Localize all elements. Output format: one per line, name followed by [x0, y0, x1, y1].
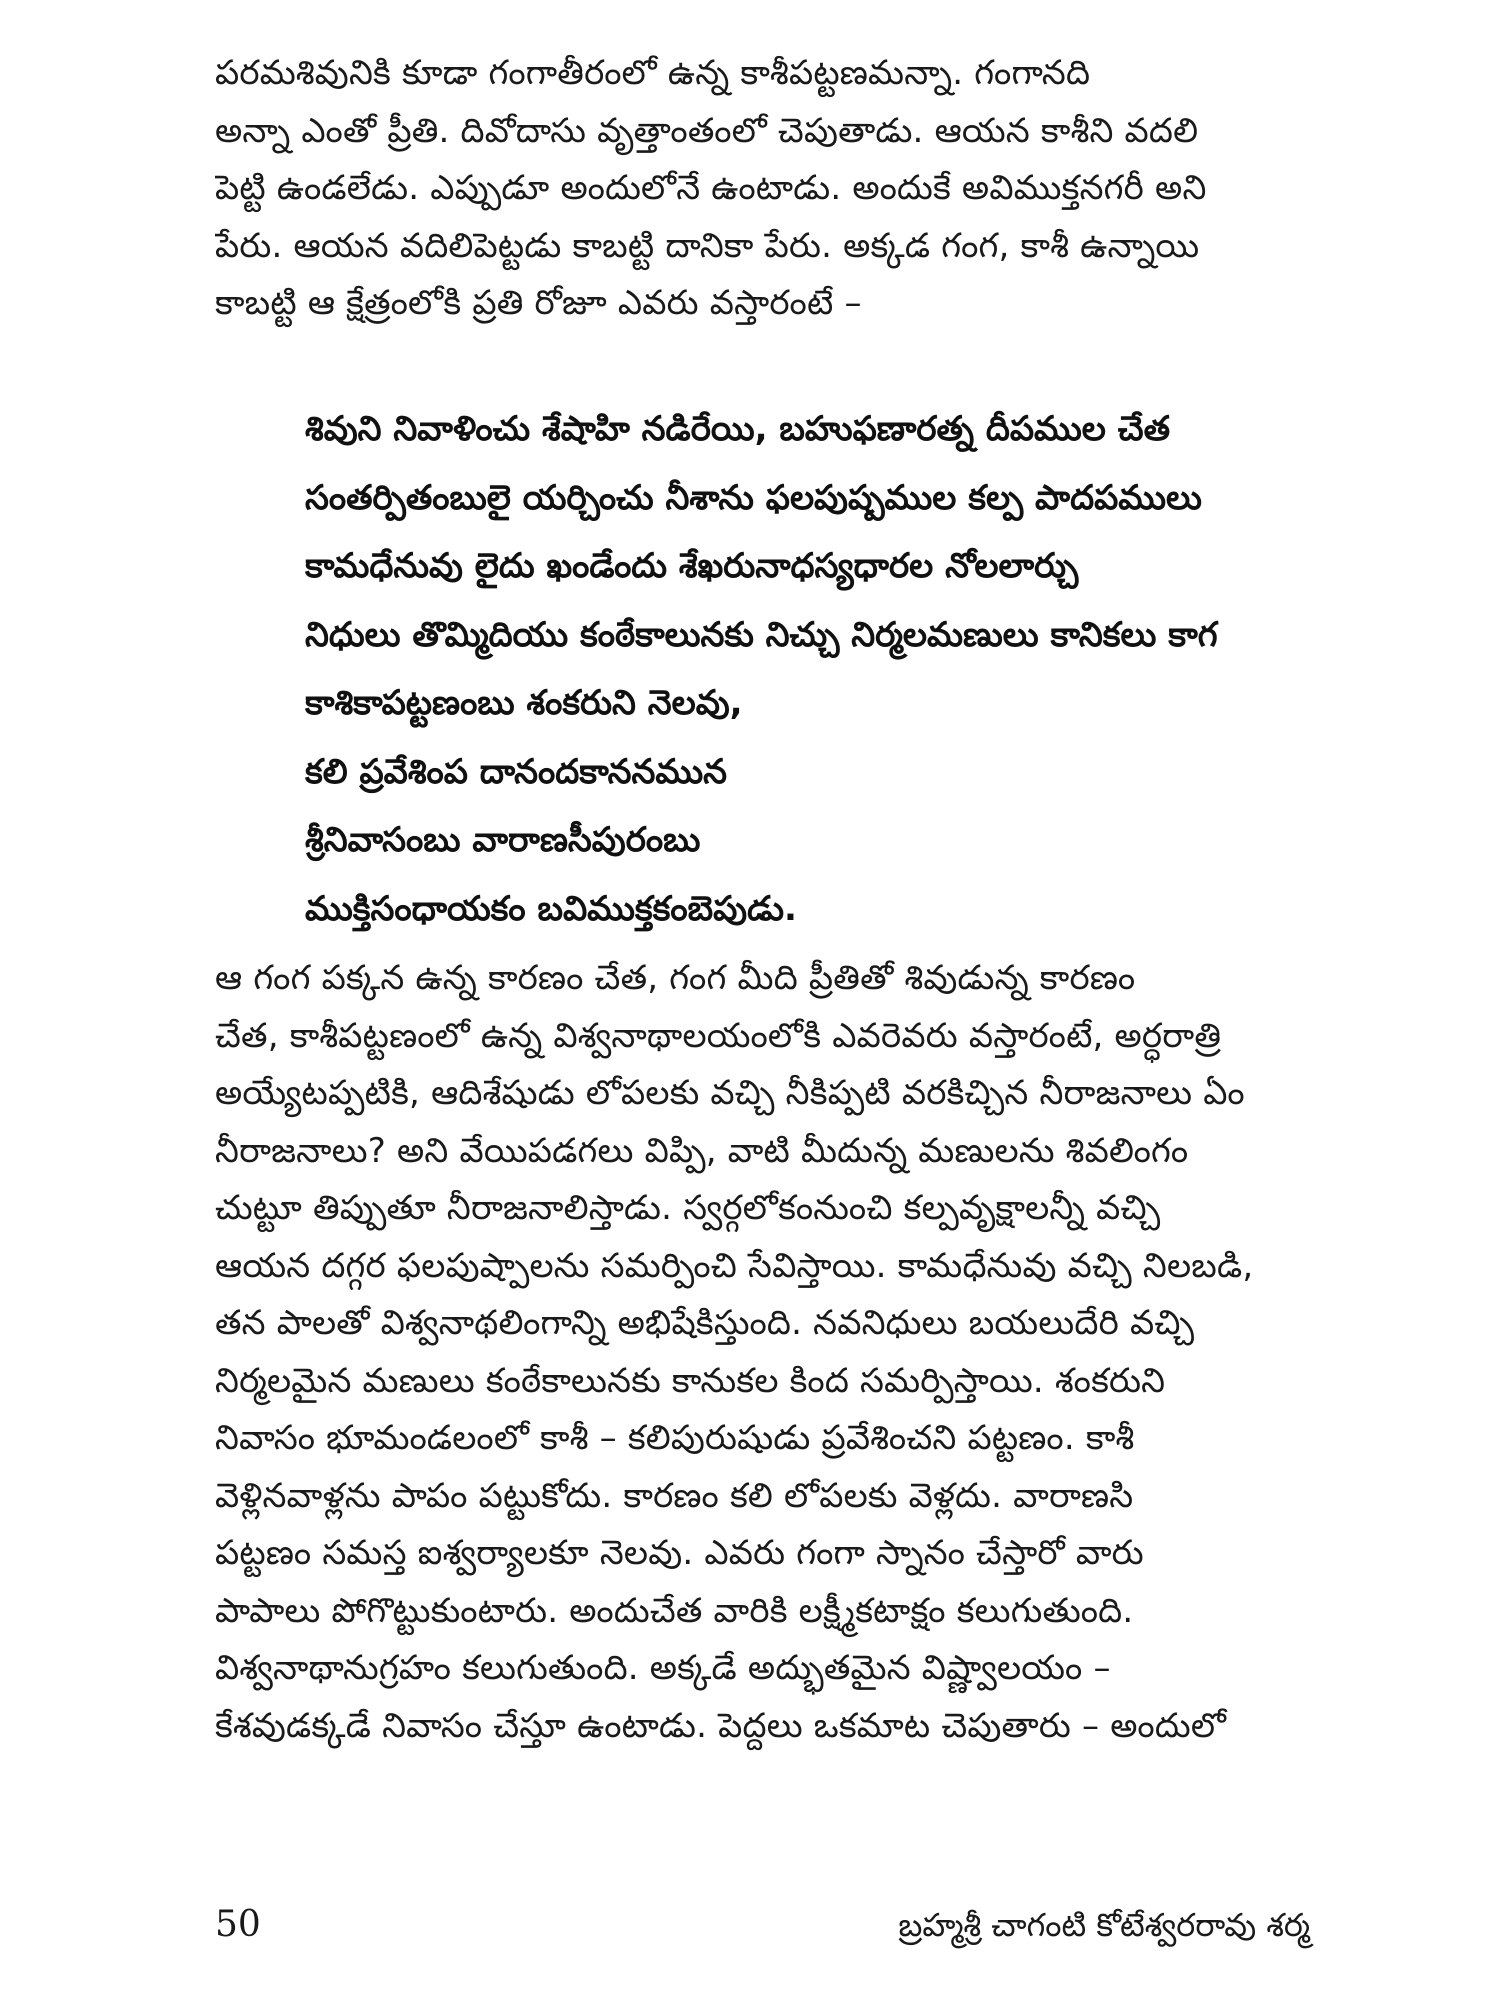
paragraph-line: నీరాజనాలు? అని వేయిపడగలు విప్పి, వాటి మీదున్న మణులను శివలింగం	[215, 1130, 1189, 1171]
paragraph-bottom	[215, 950, 1310, 1755]
paragraph-line: పట్టణం సమస్త ఐశ్వర్యాలకూ నెలవు. ఎవరు గంగా స్నానం చేస్తారో వారు	[215, 1533, 1144, 1573]
paragraph-line: నివాసం భూమండలంలో కాశీ – కలిపురుషుడు ప్రవేశించని పట్టణం. కాశీ	[215, 1418, 1135, 1458]
paragraph-line: అయ్యేటప్పటికి, ఆదిశేషుడు లోపలకు వచ్చి నీకిప్పటి వరకిచ్చిన నీరాజనాలు ఏం	[215, 1073, 1245, 1113]
paragraph-line: పెట్టి ఉండలేడు. ఎప్పుడూ అందులోనే ఉంటాడు. అందుకే అవిముక్తనగరీ అని	[215, 168, 1207, 208]
verse-line: కలి ప్రవేశింప దానందకాననమున	[305, 751, 727, 792]
paragraph-line: చేత, కాశీపట్టణంలో ఉన్న విశ్వనాథాలయంలోకి ఎవరెవరు వస్తారంటే, అర్ధరాత్రి	[215, 1015, 1222, 1056]
verse-line: శివుని నివాళించు శేషాహి నడిరేయి, బహుఫణారత్న దీపముల చేత	[305, 409, 1171, 449]
verse-line: కామధేనువు లైదు ఖండేందు శేఖరునాధస్యధారల నోలలార్చు	[305, 546, 1079, 586]
paragraph-line: పాపాలు పోగొట్టుకుంటారు. అందుచేత వారికి లక్ష్మీకటాక్షం కలుగుతుంది.	[215, 1590, 1134, 1631]
paragraph-line: నిర్మలమైన మణులు కంఠేకాలునకు కానుకల కింద సమర్పిస్తాయి. శంకరుని	[215, 1360, 1166, 1401]
paragraph-line: కేశవుడక్కడే నివాసం చేస్తూ ఉంటాడు. పెద్దలు ఒకమాట చెపుతారు – అందులో	[215, 1705, 1227, 1746]
verse-line: సంతర్పితంబులై యర్చించు నీశాను ఫలపుష్పముల కల్ప పాదపములు	[305, 477, 1202, 518]
verse-line: కాశికాపట్టణంబు శంకరుని నెలవు,	[305, 683, 743, 723]
paragraph-line: ఆ గంగ పక్కన ఉన్న కారణం చేత, గంగ మీది ప్రీతితో శివుడున్న కారణం	[215, 958, 1136, 998]
paragraph-line: పరమశివునికి కూడా గంగాతీరంలో ఉన్న కాశీపట్టణమన్నా. గంగానది	[215, 53, 1091, 93]
paragraph-line: చుట్టూ తిప్పుతూ నీరాజనాలిస్తాడు. స్వర్గలోకంనుంచి కల్పవృక్షాలన్నీ వచ్చి	[215, 1188, 1161, 1228]
verse-line: ముక్తిసంధాయకం బవిముక్తకంబెపుడు.	[305, 888, 797, 929]
page-footer	[215, 1900, 1310, 1950]
paragraph-top	[215, 45, 1310, 333]
paragraph-line: విశ్వనాథానుగ్రహం కలుగుతుంది. అక్కడే అద్భుతమైన విష్ణ్వాలయం –	[215, 1648, 1111, 1688]
author-name: బ్రహ్మశ్రీ చాగంటి కోటేశ్వరరావు శర్మ	[898, 1906, 1310, 1944]
paragraph-line: పేరు. ఆయన వదిలిపెట్టడు కాబట్టి దానికా పేరు. అక్కడ గంగ, కాశీ ఉన్నాయి	[215, 225, 1200, 266]
paragraph-line: ఆయన దగ్గర ఫలపుష్పాలను సమర్పించి సేవిస్తాయి. కామధేనువు వచ్చి నిలబడి,	[215, 1245, 1254, 1286]
paragraph-line: వెళ్లినవాళ్లను పాపం పట్టుకోదు. కారణం కలి లోపలకు వెళ్లదు. వారాణసి	[215, 1475, 1134, 1516]
page-number: 50	[215, 1904, 261, 1945]
paragraph-line: కాబట్టి ఆ క్షేత్రంలోకి ప్రతి రోజూ ఎవరు వస్తారంటే –	[215, 283, 862, 323]
paragraph-line: తన పాలతో విశ్వనాథలింగాన్ని అభిషేకిస్తుంది. నవనిధులు బయలుదేరి వచ్చి	[215, 1303, 1195, 1343]
paragraph-line: అన్నా ఎంతో ప్రీతి. దివోదాసు వృత్తాంతంలో చెపుతాడు. ఆయన కాశీని వదలి	[215, 110, 1199, 151]
verse-line: నిధులు తొమ్మిదియు కంఠేకాలునకు నిచ్చు నిర్మలమణులు కానికలు కాగ	[305, 614, 1218, 655]
verse-block	[305, 395, 1315, 943]
verse-line: శ్రీనివాసంబు వారాణసీపురంబు	[305, 820, 701, 860]
